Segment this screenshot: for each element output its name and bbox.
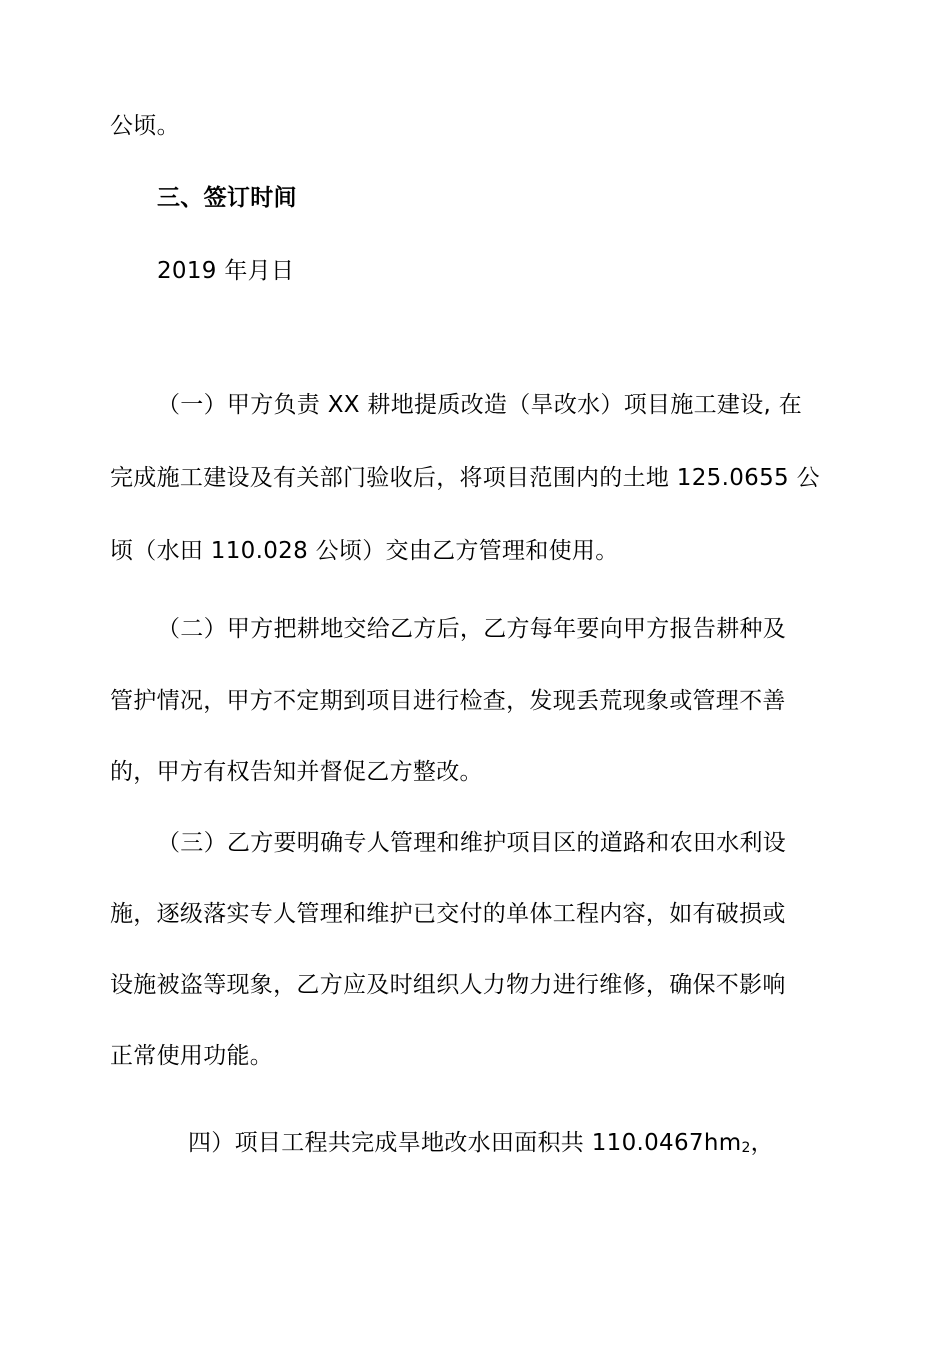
- continuation-text: 公顷。: [110, 113, 180, 139]
- section-four-line: [188, 1128, 774, 1163]
- clause-one-line-3: 顷（水田 110.028 公顷）交由乙方管理和使用。: [110, 538, 619, 564]
- clause-two-line-2: 管护情况，甲方不定期到项目进行检查，发现丢荒现象或管理不善: [110, 688, 786, 714]
- clause-three-line-2: 施，逐级落实专人管理和维护已交付的单体工程内容，如有破损或: [110, 901, 786, 927]
- clause-one-line-2: 完成施工建设及有关部门验收后，将项目范围内的土地 125.0655 公: [110, 465, 820, 491]
- clause-one-line-1: （一）甲方负责 XX 耕地提质改造（旱改水）项目施工建设, 在: [157, 392, 803, 418]
- section-three-heading: 三、签订时间: [157, 185, 297, 211]
- section-four-text: 四）项目工程共完成旱地改水田面积共 110.0467hm: [188, 1130, 742, 1156]
- clause-three-line-4: 正常使用功能。: [110, 1043, 274, 1069]
- clause-three-line-1: （三）乙方要明确专人管理和维护项目区的道路和农田水利设: [157, 830, 787, 856]
- clause-two-line-1: （二）甲方把耕地交给乙方后，乙方每年要向甲方报告耕种及: [157, 616, 787, 642]
- clause-three-line-3: 设施被盗等现象，乙方应及时组织人力物力进行维修，确保不影响: [110, 972, 786, 998]
- signing-date: 2019 年月日: [157, 258, 295, 284]
- area-unit-subscript: 2: [741, 1140, 751, 1156]
- clause-two-line-3: 的，甲方有权告知并督促乙方整改。: [110, 759, 483, 785]
- section-four-trailing-comma: ，: [750, 1130, 774, 1156]
